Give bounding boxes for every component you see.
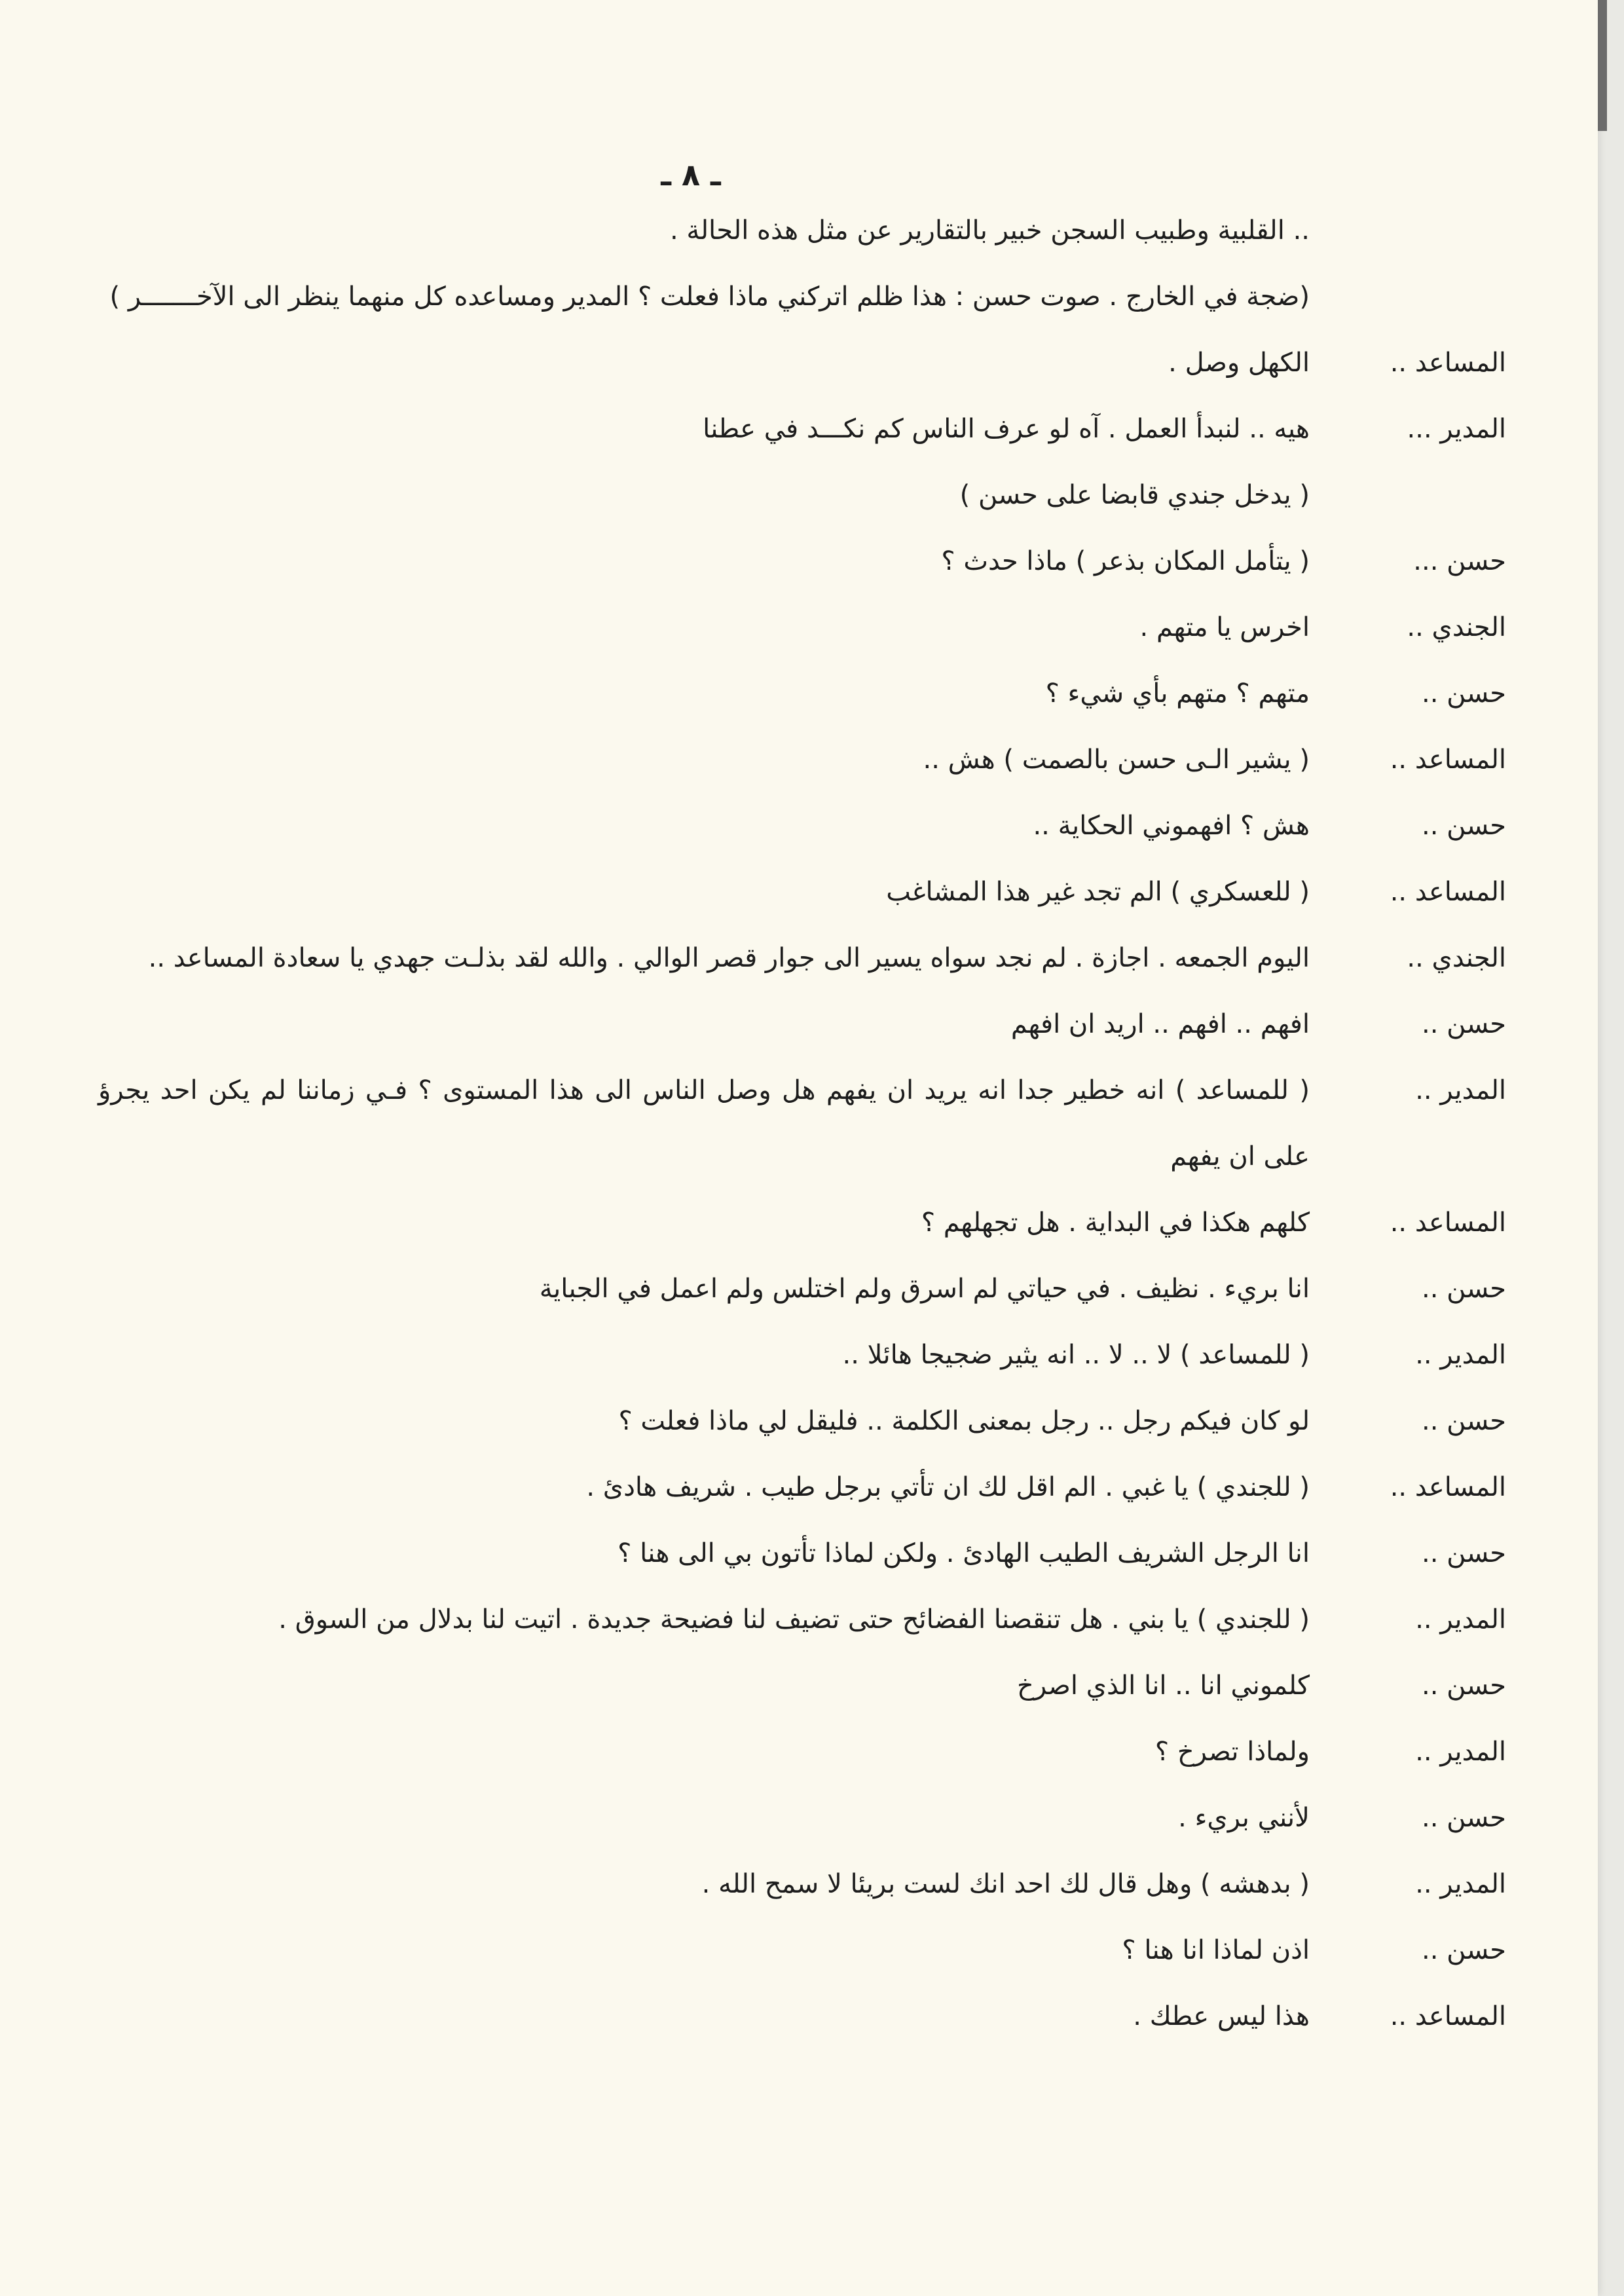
speaker-name: المساعد .. [1390, 877, 1506, 907]
speaker-name: المدير .. [1415, 1075, 1506, 1105]
dialogue-line [98, 1851, 1506, 1917]
dialogue-line [98, 1587, 1506, 1653]
dialogue-line [98, 727, 1506, 793]
dialogue-text: افهم .. افهم .. اريد ان افهم [1010, 1009, 1310, 1039]
speaker-name: حسن .. [1421, 1803, 1506, 1833]
dialogue-text: كلموني انا .. انا الذي اصرخ [1017, 1671, 1310, 1701]
dialogue-line [98, 859, 1506, 925]
dialogue-text: ( للعسكري ) الم تجد غير هذا المشاغب [886, 877, 1310, 907]
dialogue-line [98, 1917, 1506, 1984]
speaker-name: المساعد .. [1390, 348, 1506, 378]
dialogue-text: هش ؟ افهموني الحكاية .. [1033, 811, 1310, 841]
dialogue-text: لأنني بريء . [1178, 1803, 1310, 1833]
dialogue-line [98, 991, 1506, 1058]
dialogue-text: ( بدهشه ) وهل قال لك احد انك لست بريئا لا سمح الله . [701, 1869, 1310, 1899]
dialogue-text: ( يشير الـى حسن بالصمت ) هش .. [923, 745, 1310, 775]
dialogue-line [98, 595, 1506, 661]
dialogue-text: ( يتأمل المكان بذعر ) ماذا حدث ؟ [941, 546, 1310, 576]
dialogue-line [98, 1256, 1506, 1322]
dialogue-text: هيه .. لنبدأ العمل . آه لو عرف الناس كم نكـــد في عطنا [703, 414, 1310, 444]
dialogue-text: اليوم الجمعه . اجازة . لم نجد سواه يسير الى جوار قصر الوالي . والله لقد بذلـت جهدي يا سعادة المساعد .. [148, 943, 1310, 973]
speaker-name: حسن .. [1421, 1406, 1506, 1436]
speaker-name: الجندي .. [1407, 943, 1506, 973]
dialogue-line [98, 396, 1506, 462]
dialogue-line [98, 1058, 1506, 1190]
dialogue-text: لو كان فيكم رجل .. رجل بمعنى الكلمة .. فليقل لي ماذا فعلت ؟ [618, 1406, 1310, 1436]
dialogue-text: كلهم هكذا في البداية . هل تجهلهم ؟ [921, 1208, 1310, 1238]
dialogue-text: ( للمساعد ) لا .. لا .. انه يثير ضجيجا هائلا .. [842, 1340, 1310, 1370]
page-number: ـ ٨ ـ [661, 157, 721, 193]
dialogue-text: ( للجندي ) يا غبي . الم اقل لك ان تأتي برجل طيب . شريف هادئ . [586, 1472, 1310, 1502]
dialogue-text: ( للمساعد ) انه خطير جدا انه يريد ان يفهم هل وصل الناس الى هذا المستوى ؟ فـي زماننا لم يكن احد يجرؤ على ان يفهم [98, 1075, 1310, 1172]
dialogue-text: (ضجة في الخارج . صوت حسن : هذا ظلم اتركني ماذا فعلت ؟ المدير ومساعده كل منهما ينظر الى الآخـــــــر ) [109, 282, 1310, 312]
speaker-name: المساعد .. [1390, 745, 1506, 775]
dialogue-text: ( للجندي ) يا بني . هل تنقصنا الفضائح حتى تضيف لنا فضيحة جديدة . اتيت لنا بدلال من السوق . [278, 1604, 1310, 1635]
speaker-name: حسن .. [1421, 1935, 1506, 1965]
dialogue-line [98, 1984, 1506, 2050]
dialogue-line [98, 1322, 1506, 1388]
speaker-name: حسن .. [1421, 1274, 1506, 1304]
dialogue-line [98, 330, 1506, 396]
dialogue-line [98, 925, 1506, 991]
speaker-name: حسن ... [1413, 546, 1506, 576]
dialogue-text: الكهل وصل . [1168, 348, 1310, 378]
play-script [98, 157, 1506, 2050]
dialogue-line [98, 1785, 1506, 1851]
dialogue-line [98, 1653, 1506, 1719]
dialogue-line [98, 264, 1506, 330]
speaker-name: المدير .. [1415, 1340, 1506, 1370]
speaker-name: المدير .. [1415, 1604, 1506, 1635]
dialogue-line [98, 1454, 1506, 1521]
dialogue-line [98, 528, 1506, 595]
speaker-name: حسن .. [1421, 1538, 1506, 1568]
speaker-name: حسن .. [1421, 678, 1506, 709]
speaker-name: الجندي .. [1407, 612, 1506, 642]
dialogue-line [98, 1719, 1506, 1785]
speaker-name: حسن .. [1421, 1009, 1506, 1039]
dialogue-line [98, 1388, 1506, 1454]
dialogue-text: انا بريء . نظيف . في حياتي لم اسرق ولم اختلس ولم اعمل في الجباية [539, 1274, 1310, 1304]
dialogue-line [98, 1521, 1506, 1587]
speaker-name: المساعد .. [1390, 2001, 1506, 2031]
dialogue-text: اخرس يا متهم . [1139, 612, 1310, 642]
dialogue-line [98, 462, 1506, 528]
speaker-name: المساعد .. [1390, 1472, 1506, 1502]
dialogue-line [98, 793, 1506, 859]
dialogue-text: متهم ؟ متهم بأي شيء ؟ [1045, 678, 1310, 709]
dialogue-line [98, 198, 1506, 264]
dialogue-text: .. القلبية وطبيب السجن خبير بالتقارير عن مثل هذه الحالة . [669, 215, 1310, 246]
dialogue-text: اذن لماذا انا هنا ؟ [1122, 1935, 1310, 1965]
dialogue-text: انا الرجل الشريف الطيب الهادئ . ولكن لماذا تأتون بي الى هنا ؟ [618, 1538, 1310, 1568]
dialogue-line [98, 661, 1506, 727]
dialogue-list [98, 198, 1506, 2050]
speaker-name: حسن .. [1421, 1671, 1506, 1701]
speaker-name: حسن .. [1421, 811, 1506, 841]
dialogue-line [98, 1190, 1506, 1256]
speaker-name: المدير .. [1415, 1869, 1506, 1899]
speaker-name: المساعد .. [1390, 1208, 1506, 1238]
dialogue-text: ولماذا تصرخ ؟ [1154, 1737, 1310, 1767]
dialogue-text: هذا ليس عطك . [1133, 2001, 1310, 2031]
speaker-name: المدير ... [1407, 414, 1506, 444]
speaker-name: المدير .. [1415, 1737, 1506, 1767]
dialogue-text: ( يدخل جندي قابضا على حسن ) [959, 480, 1310, 510]
